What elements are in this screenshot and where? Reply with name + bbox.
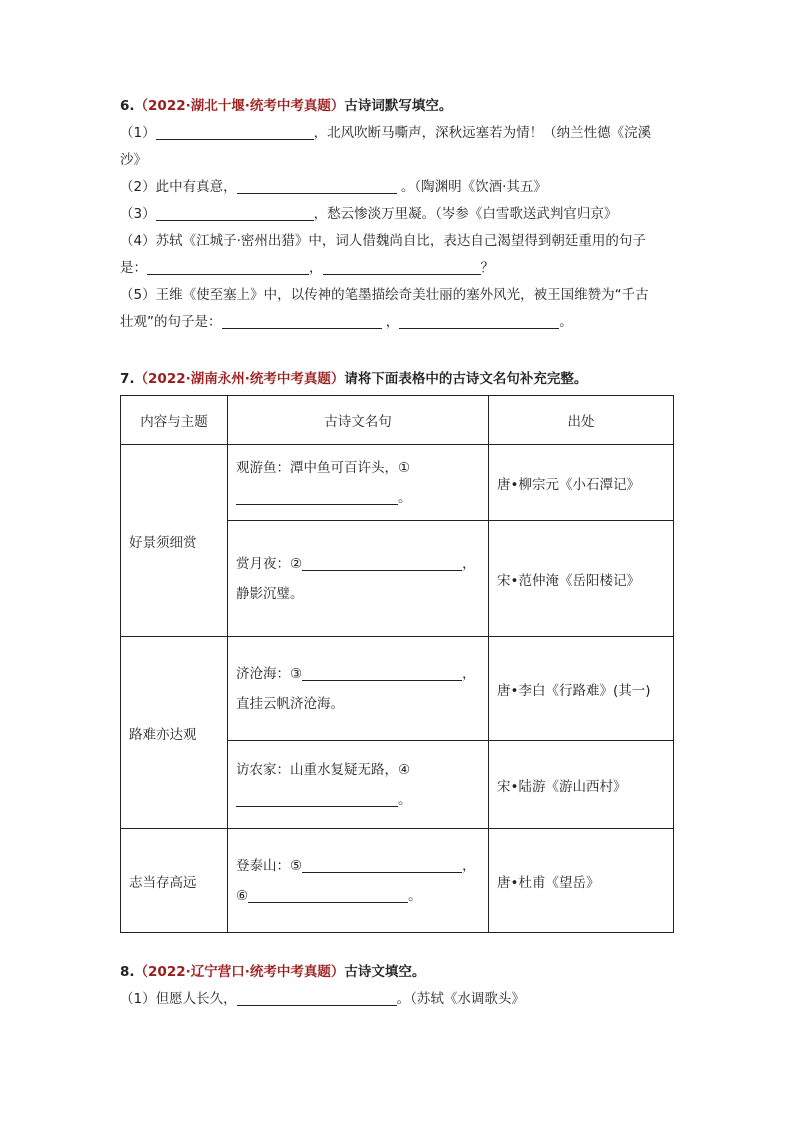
answer-blank[interactable] [323,258,481,275]
answer-blank[interactable] [399,312,559,329]
question-number: 7. [120,371,135,387]
answer-blank[interactable] [302,664,462,681]
question-source: （2022·湖南永州·统考中考真题） [134,371,345,387]
q6-item-4: （4）苏轼《江城子·密州出猎》中，词人借魏尚自比，表达自己渴望得到朝廷重用的句子 [120,233,646,249]
q6-item-2: （2）此中有真意， 。（陶渊明《饮酒·其五》 [120,179,547,195]
q6-item-1-cont: 沙》 [120,152,147,168]
table-header-cell: 内容与主题 [121,396,228,445]
question-7-header [120,369,676,389]
answer-blank[interactable] [248,886,408,903]
theme-cell: 好景须细赏 [121,445,228,637]
verse-cell: 登泰山：⑤ ， ⑥ 。 [228,829,489,933]
source-cell: 唐•柳宗元《小石潭记》 [489,445,674,521]
q6-item-5-answer: 壮观”的句子是： ， 。 [120,314,573,330]
answer-blank[interactable] [237,989,397,1006]
q6-item-1: （1） ，北风吹断马嘶声，深秋远塞若为情！（纳兰性德《浣溪 [120,125,652,141]
answer-blank[interactable] [156,123,314,140]
answer-blank[interactable] [236,790,398,807]
question-instruction: 古诗文填空。 [344,964,426,980]
table-header-row [121,396,674,445]
table-header-cell: 出处 [489,396,674,445]
question-8-header [120,962,676,982]
answer-blank[interactable] [156,204,314,221]
verse-cell: 观游鱼：潭中鱼可百许头，① 。 [228,445,489,521]
theme-cell: 路难亦达观 [121,637,228,829]
poem-table [120,395,674,933]
table-row [121,445,674,521]
q6-item-3: （3） ，愁云惨淡万里凝。（岑参《白雪歌送武判官归京》 [120,206,618,222]
question-8 [120,962,676,1013]
verse-cell: 访农家：山重水复疑无路，④ 。 [228,741,489,829]
answer-blank[interactable] [302,856,462,873]
source-cell: 宋•范仲淹《岳阳楼记》 [489,521,674,637]
answer-blank[interactable] [237,177,397,194]
question-source: （2022·湖北十堰·统考中考真题） [134,98,345,114]
question-6-header [120,96,676,116]
question-instruction: 请将下面表格中的古诗文名句补充完整。 [344,371,588,387]
q6-item-4-answer: 是： ， ？ [120,260,494,276]
question-number: 6. [120,98,135,114]
question-6 [120,96,676,336]
question-source: （2022·辽宁营口·统考中考真题） [134,964,345,980]
question-7 [120,369,676,389]
verse-cell: 赏月夜：② ， 静影沉璧。 [228,521,489,637]
answer-blank[interactable] [222,312,382,329]
answer-blank[interactable] [147,258,309,275]
answer-blank[interactable] [302,554,462,571]
question-instruction: 古诗词默写填空。 [344,98,453,114]
answer-blank[interactable] [236,488,398,505]
table-row [121,829,674,933]
table-header-cell: 古诗文名句 [228,396,489,445]
source-cell: 唐•李白《行路难》(其一) [489,637,674,741]
table-row [121,637,674,741]
question-number: 8. [120,964,135,980]
q6-item-5: （5）王维《使至塞上》中，以传神的笔墨描绘奇美壮丽的塞外风光，被王国维赞为“千古 [120,287,649,303]
q8-item-1: （1）但愿人长久， 。（苏轼《水调歌头》 [120,991,525,1007]
theme-cell: 志当存高远 [121,829,228,933]
source-cell: 唐•杜甫《望岳》 [489,829,674,933]
source-cell: 宋•陆游《游山西村》 [489,741,674,829]
verse-cell: 济沧海：③ ， 直挂云帆济沧海。 [228,637,489,741]
